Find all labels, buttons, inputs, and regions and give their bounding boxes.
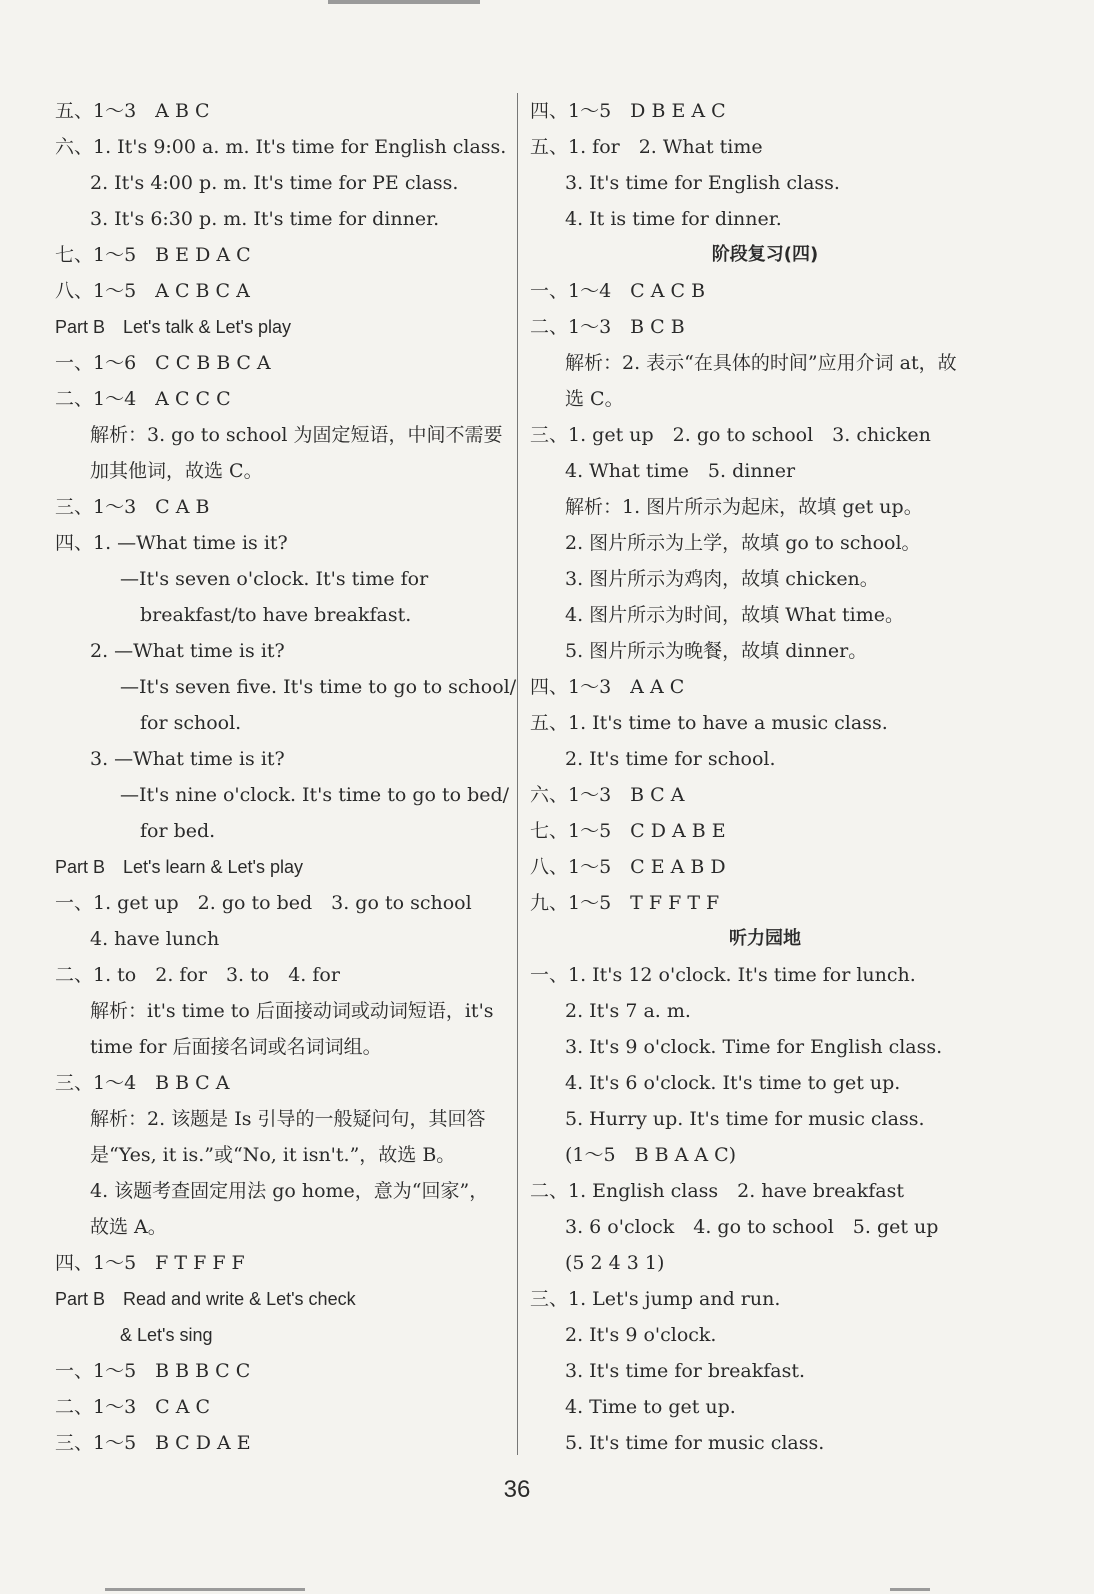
answer-line: 五、1. It's time to have a music class. (530, 712, 888, 734)
answer-line: 八、1～5 A C B C A (55, 280, 250, 302)
answer-line: 解析：3. go to school 为固定短语，中间不需要 (90, 424, 503, 446)
answer-line: 4. 该题考查固定用法 go home，意为“回家”， (90, 1180, 489, 1202)
right-answer-column (530, 93, 1000, 1461)
answer-line: 4. It's 6 o'clock. It's time to get up. (565, 1072, 901, 1094)
answer-line: 解析：2. 该题是 Is 引导的一般疑问句，其回答 (90, 1108, 486, 1130)
answer-line: 2. It's 4:00 p. m. It's time for PE class. (90, 172, 459, 194)
answer-line: 选 C。 (565, 388, 624, 410)
answer-line: 一、1～4 C A C B (530, 280, 706, 302)
answer-line: 3. It's 9 o'clock. Time for English class. (565, 1036, 943, 1058)
answer-line: 七、1～5 B E D A C (55, 244, 251, 266)
answer-line: 四、1～3 A A C (530, 676, 685, 698)
answer-line: 4. What time 5. dinner (565, 460, 796, 482)
answer-line: —It's seven o'clock. It's time for (120, 568, 429, 590)
page-number: 36 (503, 1476, 531, 1503)
answer-line: breakfast/to have breakfast. (140, 604, 412, 626)
answer-line: 4. 图片所示为时间，故填 What time。 (565, 604, 904, 626)
answer-line: (1～5 B B A A C) (565, 1144, 737, 1166)
answer-line: for school. (140, 712, 242, 734)
top-edge-mark (328, 0, 480, 4)
answer-line: 九、1～5 T F F T F (530, 892, 720, 914)
answer-line: 5. It's time for music class. (565, 1432, 825, 1454)
answer-line: 一、1～5 B B B C C (55, 1360, 251, 1382)
answer-line: 3. 6 o'clock 4. go to school 5. get up (565, 1216, 939, 1238)
answer-line: 是“Yes, it is.”或“No, it isn't.”，故选 B。 (90, 1144, 456, 1166)
answer-line: 七、1～5 C D A B E (530, 820, 726, 842)
answer-line: 3. It's 6:30 p. m. It's time for dinner. (90, 208, 440, 230)
answer-line: 四、1～5 F T F F F (55, 1252, 245, 1274)
bottom-edge-mark (890, 1588, 930, 1591)
answer-line: 4. have lunch (90, 928, 220, 950)
answer-line: 故选 A。 (90, 1216, 167, 1238)
answer-line: 2. 图片所示为上学，故填 go to school。 (565, 532, 921, 554)
answer-line: 二、1～3 C A C (55, 1396, 211, 1418)
answer-line: 5. 图片所示为晚餐，故填 dinner。 (565, 640, 868, 662)
answer-line: 3. It's time for English class. (565, 172, 840, 194)
answer-line: 加其他词，故选 C。 (90, 460, 263, 482)
answer-line: 六、1～3 B C A (530, 784, 685, 806)
section-heading: 阶段复习(四) (711, 244, 819, 265)
part-heading: Part B Let's talk & Let's play (55, 317, 291, 337)
answer-line: 2. It's 9 o'clock. (565, 1324, 717, 1346)
answer-line: 五、1. for 2. What time (530, 136, 763, 158)
answer-line: —It's seven five. It's time to go to school/ (120, 676, 517, 698)
answer-line: 2. —What time is it? (90, 640, 285, 662)
section-heading: 听力园地 (729, 928, 801, 949)
answer-line: 一、1. It's 12 o'clock. It's time for lunch. (530, 964, 916, 986)
answer-line: 二、1～3 B C B (530, 316, 685, 338)
answer-line: 三、1～4 B B C A (55, 1072, 230, 1094)
answer-line: 八、1～5 C E A B D (530, 856, 726, 878)
answer-line: 解析：2. 表示“在具体的时间”应用介词 at，故 (565, 352, 957, 374)
answer-line: 二、1～4 A C C C (55, 388, 231, 410)
answer-line: 4. It is time for dinner. (565, 208, 782, 230)
answer-line: 解析：1. 图片所示为起床，故填 get up。 (565, 496, 923, 518)
answer-line: 三、1～3 C A B (55, 496, 210, 518)
answer-line: 三、1. Let's jump and run. (530, 1288, 781, 1310)
part-heading: Part B Read and write & Let's check (55, 1289, 356, 1309)
answer-line: time for 后面接名词或名词词组。 (90, 1036, 382, 1058)
answer-line: —It's nine o'clock. It's time to go to bed/ (120, 784, 510, 806)
answer-line: 一、1. get up 2. go to bed 3. go to school (55, 892, 472, 914)
answer-line: 2. It's time for school. (565, 748, 776, 770)
answer-line: 四、1. —What time is it? (55, 532, 288, 554)
answer-line: 4. Time to get up. (565, 1396, 736, 1418)
answer-line: 3. It's time for breakfast. (565, 1360, 806, 1382)
answer-line: 3. 图片所示为鸡肉，故填 chicken。 (565, 568, 879, 590)
answer-line: 二、1. English class 2. have breakfast (530, 1180, 904, 1202)
answer-line: 六、1. It's 9:00 a. m. It's time for English class. (55, 136, 507, 158)
answer-line: 三、1. get up 2. go to school 3. chicken (530, 424, 931, 446)
answer-line: (5 2 4 3 1) (565, 1252, 665, 1274)
bottom-edge-mark (105, 1588, 305, 1591)
answer-line: 3. —What time is it? (90, 748, 285, 770)
answer-line: 四、1～5 D B E A C (530, 100, 726, 122)
answer-line: 三、1～5 B C D A E (55, 1432, 251, 1454)
answer-line: 2. It's 7 a. m. (565, 1000, 691, 1022)
answer-line: 二、1. to 2. for 3. to 4. for (55, 964, 340, 986)
answer-line: 5. Hurry up. It's time for music class. (565, 1108, 925, 1130)
left-answer-column (55, 93, 515, 1461)
answer-line: for bed. (140, 820, 216, 842)
column-divider (517, 93, 518, 1455)
part-heading: Part B Let's learn & Let's play (55, 857, 303, 877)
answer-line: 五、1～3 A B C (55, 100, 210, 122)
part-heading: & Let's sing (120, 1325, 213, 1345)
answer-line: 一、1～6 C C B B C A (55, 352, 271, 374)
answer-line: 解析：it's time to 后面接动词或动词短语，it's (90, 1000, 494, 1022)
